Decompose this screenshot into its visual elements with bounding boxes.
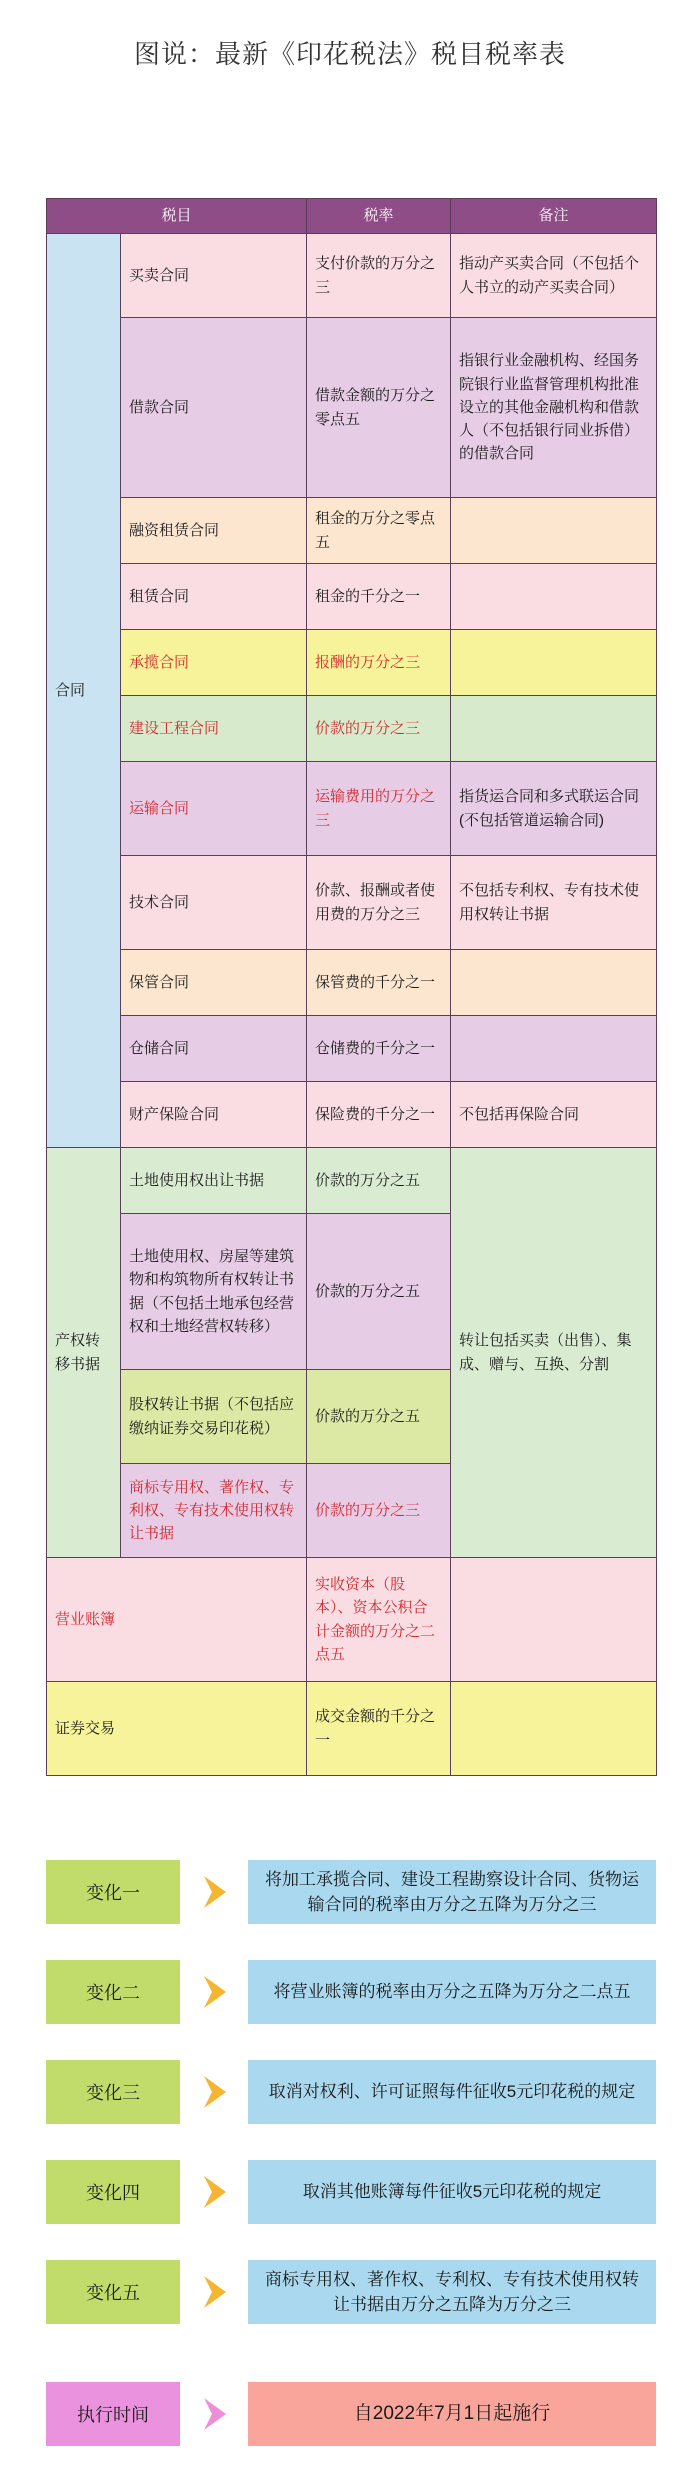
rate-cell: 租金的千分之一 xyxy=(307,564,451,630)
table-row xyxy=(47,234,657,318)
item-cell: 建设工程合同 xyxy=(121,696,307,762)
rate-cell: 保险费的千分之一 xyxy=(307,1082,451,1148)
execution-row xyxy=(46,2382,656,2446)
note-cell xyxy=(451,1558,657,1682)
note-cell: 指动产买卖合同（不包括个人书立的动产买卖合同） xyxy=(451,234,657,318)
header-note: 备注 xyxy=(451,199,657,234)
header-item: 税目 xyxy=(47,199,307,234)
note-cell-transfer: 转让包括买卖（出售）、集成、赠与、互换、分割 xyxy=(451,1148,657,1558)
rate-cell: 租金的万分之零点五 xyxy=(307,498,451,564)
item-cell: 买卖合同 xyxy=(121,234,307,318)
note-cell xyxy=(451,498,657,564)
change-description: 将营业账簿的税率由万分之五降为万分之二点五 xyxy=(248,1960,656,2024)
note-cell xyxy=(451,696,657,762)
change-badge: 变化五 xyxy=(46,2260,180,2324)
note-cell xyxy=(451,564,657,630)
change-row xyxy=(46,2060,656,2124)
execution-date: 自2022年7月1日起施行 xyxy=(248,2382,656,2446)
chevron-right-icon xyxy=(196,1872,236,1912)
change-description: 将加工承揽合同、建设工程勘察设计合同、货物运输合同的税率由万分之五降为万分之三 xyxy=(248,1860,656,1924)
rate-cell: 保管费的千分之一 xyxy=(307,950,451,1016)
note-cell xyxy=(451,630,657,696)
change-row xyxy=(46,1860,656,1924)
chevron-right-icon xyxy=(196,2394,236,2434)
change-badge: 变化一 xyxy=(46,1860,180,1924)
change-description: 商标专用权、著作权、专利权、专有技术使用权转让书据由万分之五降为万分之三 xyxy=(248,2260,656,2324)
execution-badge: 执行时间 xyxy=(46,2382,180,2446)
item-cell: 借款合同 xyxy=(121,318,307,498)
table-row xyxy=(47,856,657,950)
table-row xyxy=(47,1082,657,1148)
item-cell: 融资租赁合同 xyxy=(121,498,307,564)
change-description: 取消对权利、许可证照每件征收5元印花税的规定 xyxy=(248,2060,656,2124)
rate-cell: 价款的万分之五 xyxy=(307,1148,451,1214)
table-row xyxy=(47,1148,657,1214)
rate-cell: 借款金额的万分之零点五 xyxy=(307,318,451,498)
item-cell: 仓储合同 xyxy=(121,1016,307,1082)
rate-cell: 报酬的万分之三 xyxy=(307,630,451,696)
tax-rate-table xyxy=(46,198,657,1776)
item-cell: 股权转让书据（不包括应缴纳证券交易印花税） xyxy=(121,1370,307,1464)
item-cell-securities: 证券交易 xyxy=(47,1682,307,1776)
group-label-property-transfer: 产权转移书据 xyxy=(47,1148,121,1558)
group-label-contract: 合同 xyxy=(47,234,121,1148)
note-cell: 指货运合同和多式联运合同(不包括管道运输合同) xyxy=(451,762,657,856)
table-row xyxy=(47,1558,657,1682)
note-cell: 不包括再保险合同 xyxy=(451,1082,657,1148)
change-row xyxy=(46,2160,656,2224)
change-badge: 变化四 xyxy=(46,2160,180,2224)
note-cell: 不包括专利权、专有技术使用权转让书据 xyxy=(451,856,657,950)
item-cell: 保管合同 xyxy=(121,950,307,1016)
rate-cell: 价款的万分之三 xyxy=(307,1464,451,1558)
item-cell: 租赁合同 xyxy=(121,564,307,630)
item-cell: 土地使用权、房屋等建筑物和构筑物所有权转让书据（不包括土地承包经营权和土地经营权转移） xyxy=(121,1214,307,1370)
table-row xyxy=(47,696,657,762)
change-badge: 变化三 xyxy=(46,2060,180,2124)
change-row xyxy=(46,1960,656,2024)
table-header-row xyxy=(47,199,657,234)
change-description: 取消其他账簿每件征收5元印花税的规定 xyxy=(248,2160,656,2224)
item-cell: 财产保险合同 xyxy=(121,1082,307,1148)
change-row xyxy=(46,2260,656,2324)
header-rate: 税率 xyxy=(307,199,451,234)
note-cell xyxy=(451,950,657,1016)
change-badge: 变化二 xyxy=(46,1960,180,2024)
chevron-right-icon xyxy=(196,2272,236,2312)
rate-cell: 价款、报酬或者使用费的万分之三 xyxy=(307,856,451,950)
table-row xyxy=(47,1682,657,1776)
chevron-right-icon xyxy=(196,1972,236,2012)
item-cell: 承揽合同 xyxy=(121,630,307,696)
page-title: 图说：最新《印花税法》税目税率表 xyxy=(133,40,566,70)
item-cell-business-books: 营业账簿 xyxy=(47,1558,307,1682)
rate-cell: 运输费用的万分之三 xyxy=(307,762,451,856)
item-cell: 技术合同 xyxy=(121,856,307,950)
item-cell: 土地使用权出让书据 xyxy=(121,1148,307,1214)
rate-cell: 实收资本（股本）、资本公积合计金额的万分之二点五 xyxy=(307,1558,451,1682)
table-row xyxy=(47,564,657,630)
table-row xyxy=(47,318,657,498)
table-row xyxy=(47,498,657,564)
rate-cell: 仓储费的千分之一 xyxy=(307,1016,451,1082)
note-cell xyxy=(451,1682,657,1776)
table-row xyxy=(47,630,657,696)
chevron-right-icon xyxy=(196,2172,236,2212)
item-cell: 商标专用权、著作权、专利权、专有技术使用权转让书据 xyxy=(121,1464,307,1558)
item-cell: 运输合同 xyxy=(121,762,307,856)
note-cell xyxy=(451,1016,657,1082)
table-row xyxy=(47,762,657,856)
rate-cell: 价款的万分之三 xyxy=(307,696,451,762)
rate-cell: 价款的万分之五 xyxy=(307,1370,451,1464)
table-row xyxy=(47,950,657,1016)
note-cell: 指银行业金融机构、经国务院银行业监督管理机构批准设立的其他金融机构和借款人（不包括银行同业拆借）的借款合同 xyxy=(451,318,657,498)
rate-cell: 价款的万分之五 xyxy=(307,1214,451,1370)
rate-cell: 支付价款的万分之三 xyxy=(307,234,451,318)
chevron-right-icon xyxy=(196,2072,236,2112)
table-row xyxy=(47,1016,657,1082)
rate-cell: 成交金额的千分之一 xyxy=(307,1682,451,1776)
